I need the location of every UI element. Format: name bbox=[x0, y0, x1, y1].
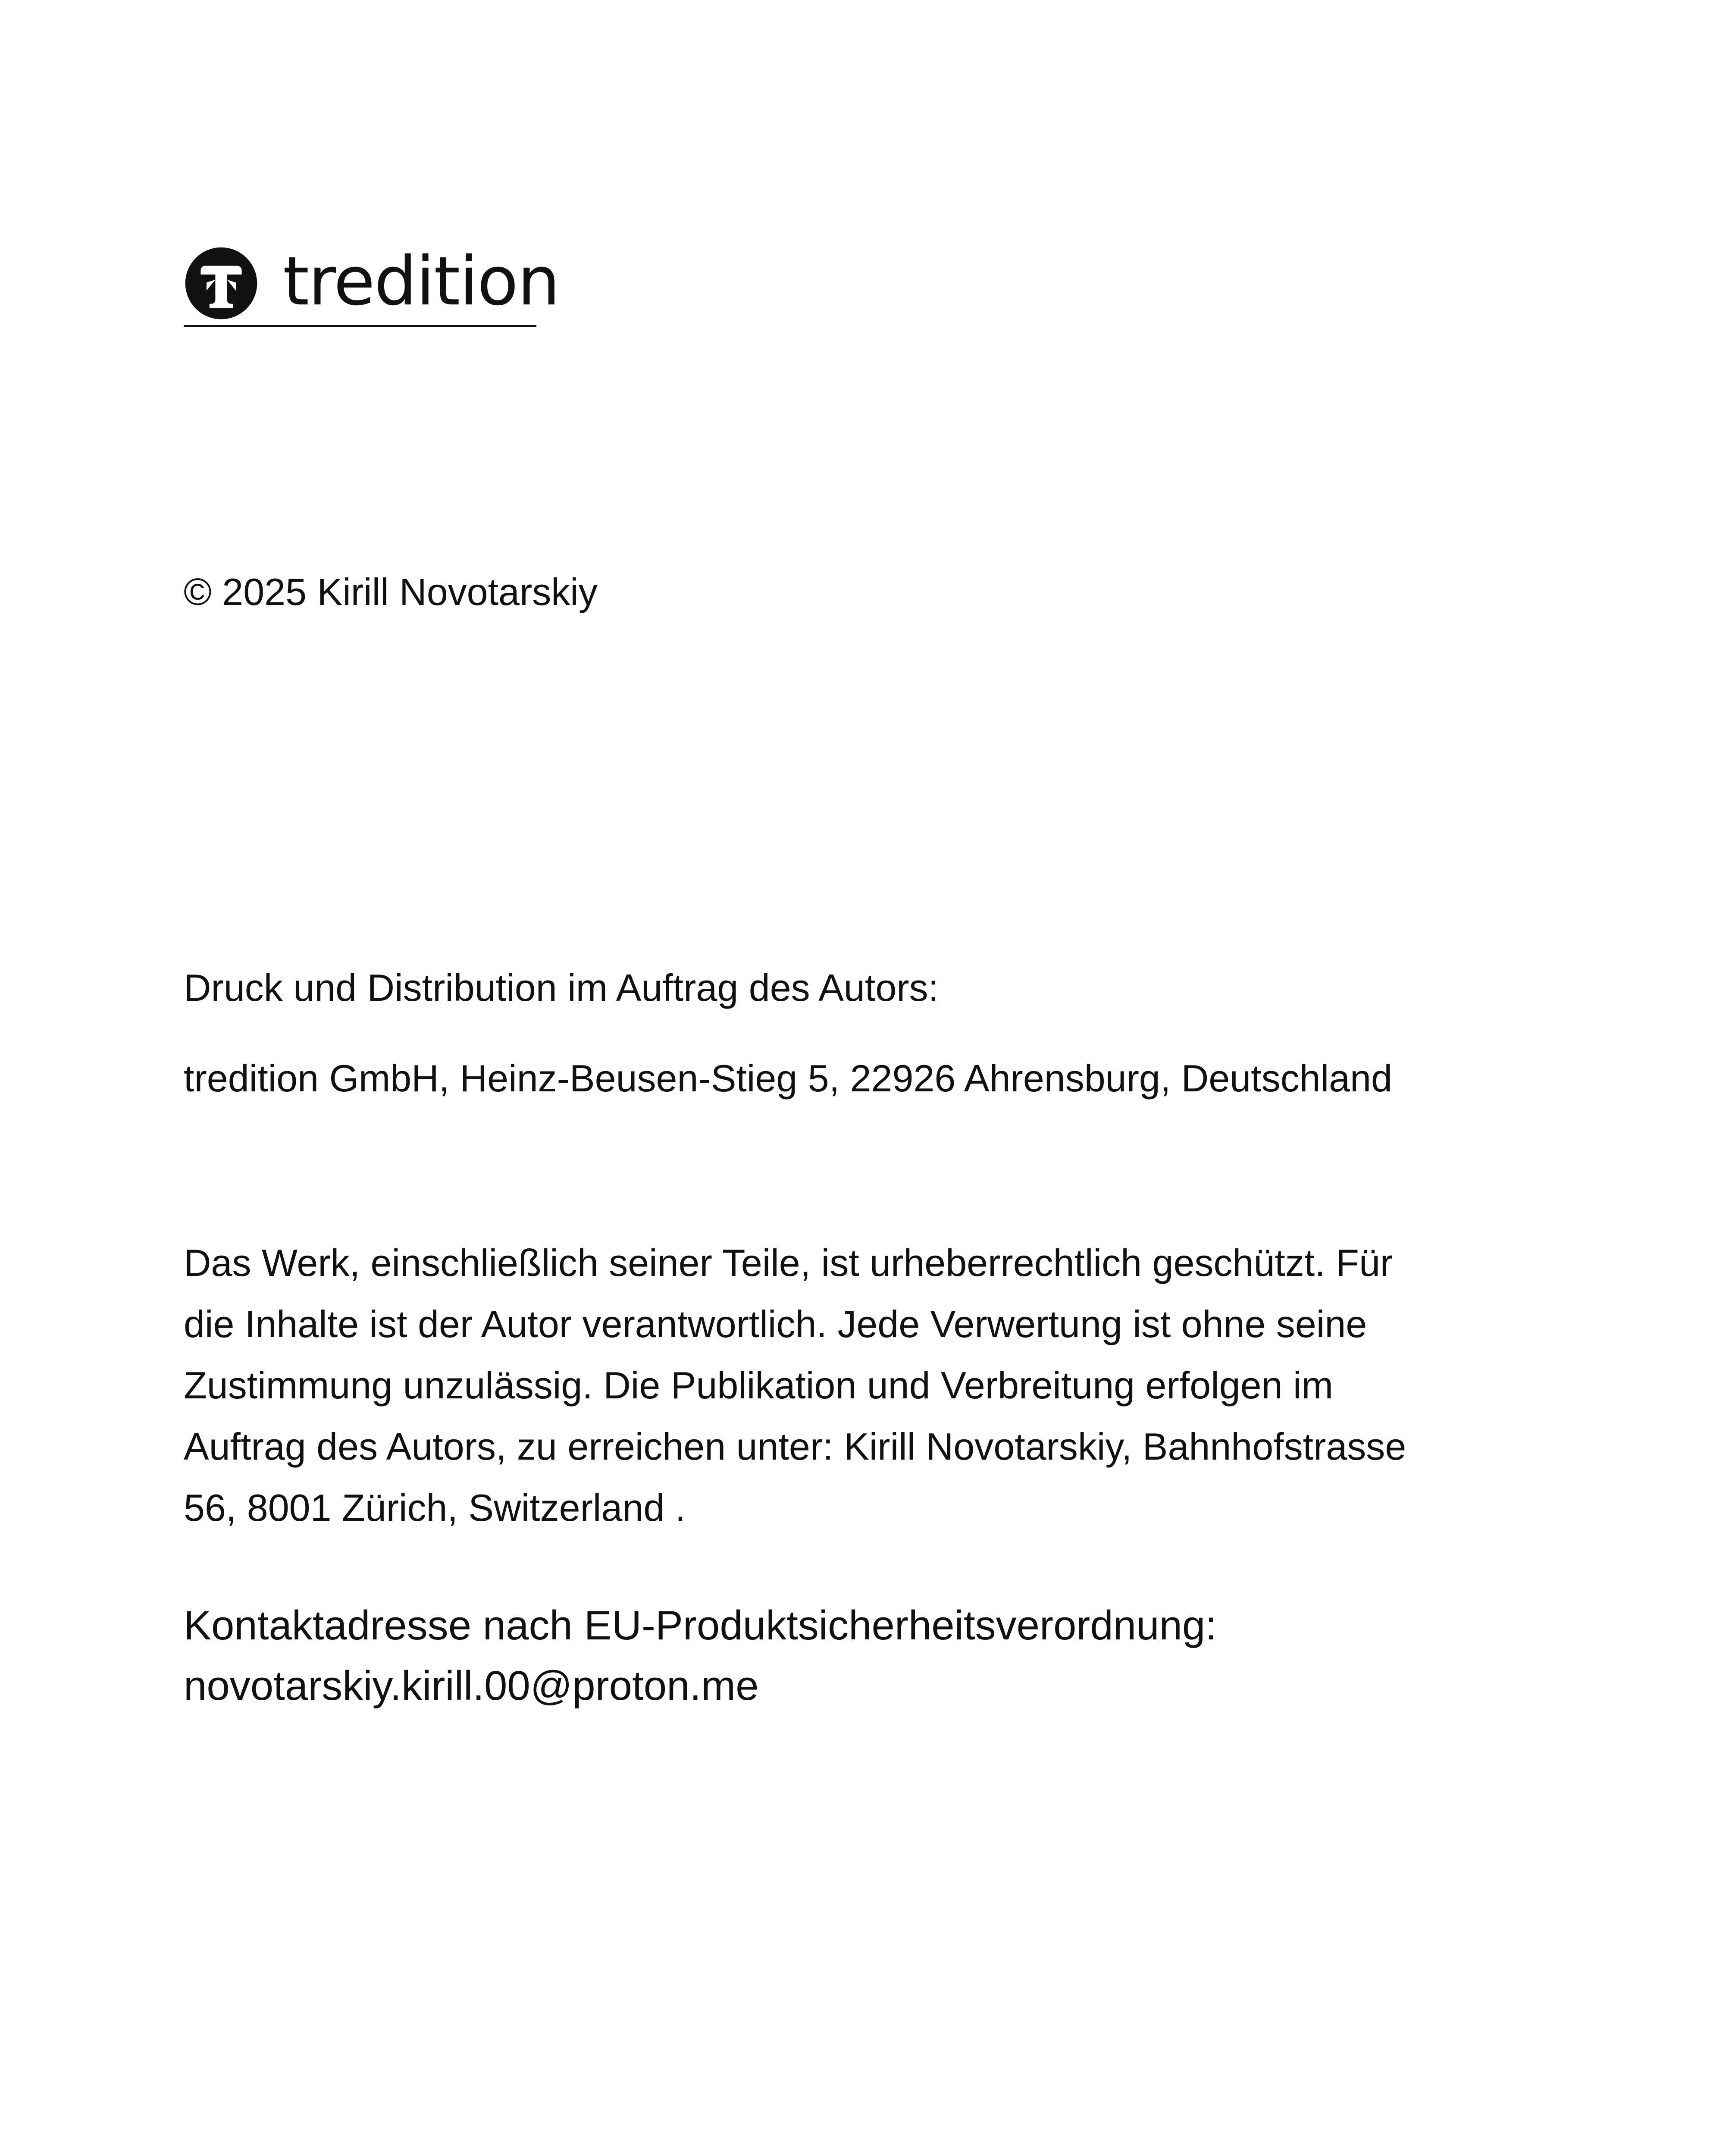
contact-email: novotarskiy.kirill.00@proton.me bbox=[184, 1663, 759, 1709]
legal-notice-line: die Inhalte ist der Autor verantwortlich. Jede Verwertung ist ohne seine bbox=[184, 1303, 1367, 1345]
contact-label: Kontaktadresse nach EU-Produktsicherheitsverordnung: bbox=[184, 1602, 1217, 1648]
legal-notice-line: Auftrag des Autors, zu erreichen unter: Kirill Novotarskiy, Bahnhofstrasse bbox=[184, 1425, 1406, 1468]
legal-notice-line: 56, 8001 Zürich, Switzerland . bbox=[184, 1486, 686, 1529]
distribution-heading: Druck und Distribution im Auftrag des Autors: bbox=[184, 966, 939, 1009]
safety-contact bbox=[184, 1595, 1581, 1716]
logo-underline bbox=[184, 325, 536, 327]
publisher-wordmark: tredition bbox=[283, 242, 560, 320]
legal-notice-line: Das Werk, einschließlich seiner Teile, ist urheberrechtlich geschützt. Für bbox=[184, 1241, 1393, 1284]
legal-notice bbox=[184, 1232, 1581, 1539]
legal-notice-line: Zustimmung unzulässig. Die Publikation und Verbreitung erfolgen im bbox=[184, 1364, 1333, 1407]
tredition-t-logo-icon bbox=[185, 247, 258, 320]
publisher-address: tredition GmbH, Heinz-Beusen-Stieg 5, 22926 Ahrensburg, Deutschland bbox=[184, 1057, 1392, 1100]
publisher-logo bbox=[184, 242, 560, 329]
copyright-notice: © 2025 Kirill Novotarskiy bbox=[184, 570, 598, 613]
